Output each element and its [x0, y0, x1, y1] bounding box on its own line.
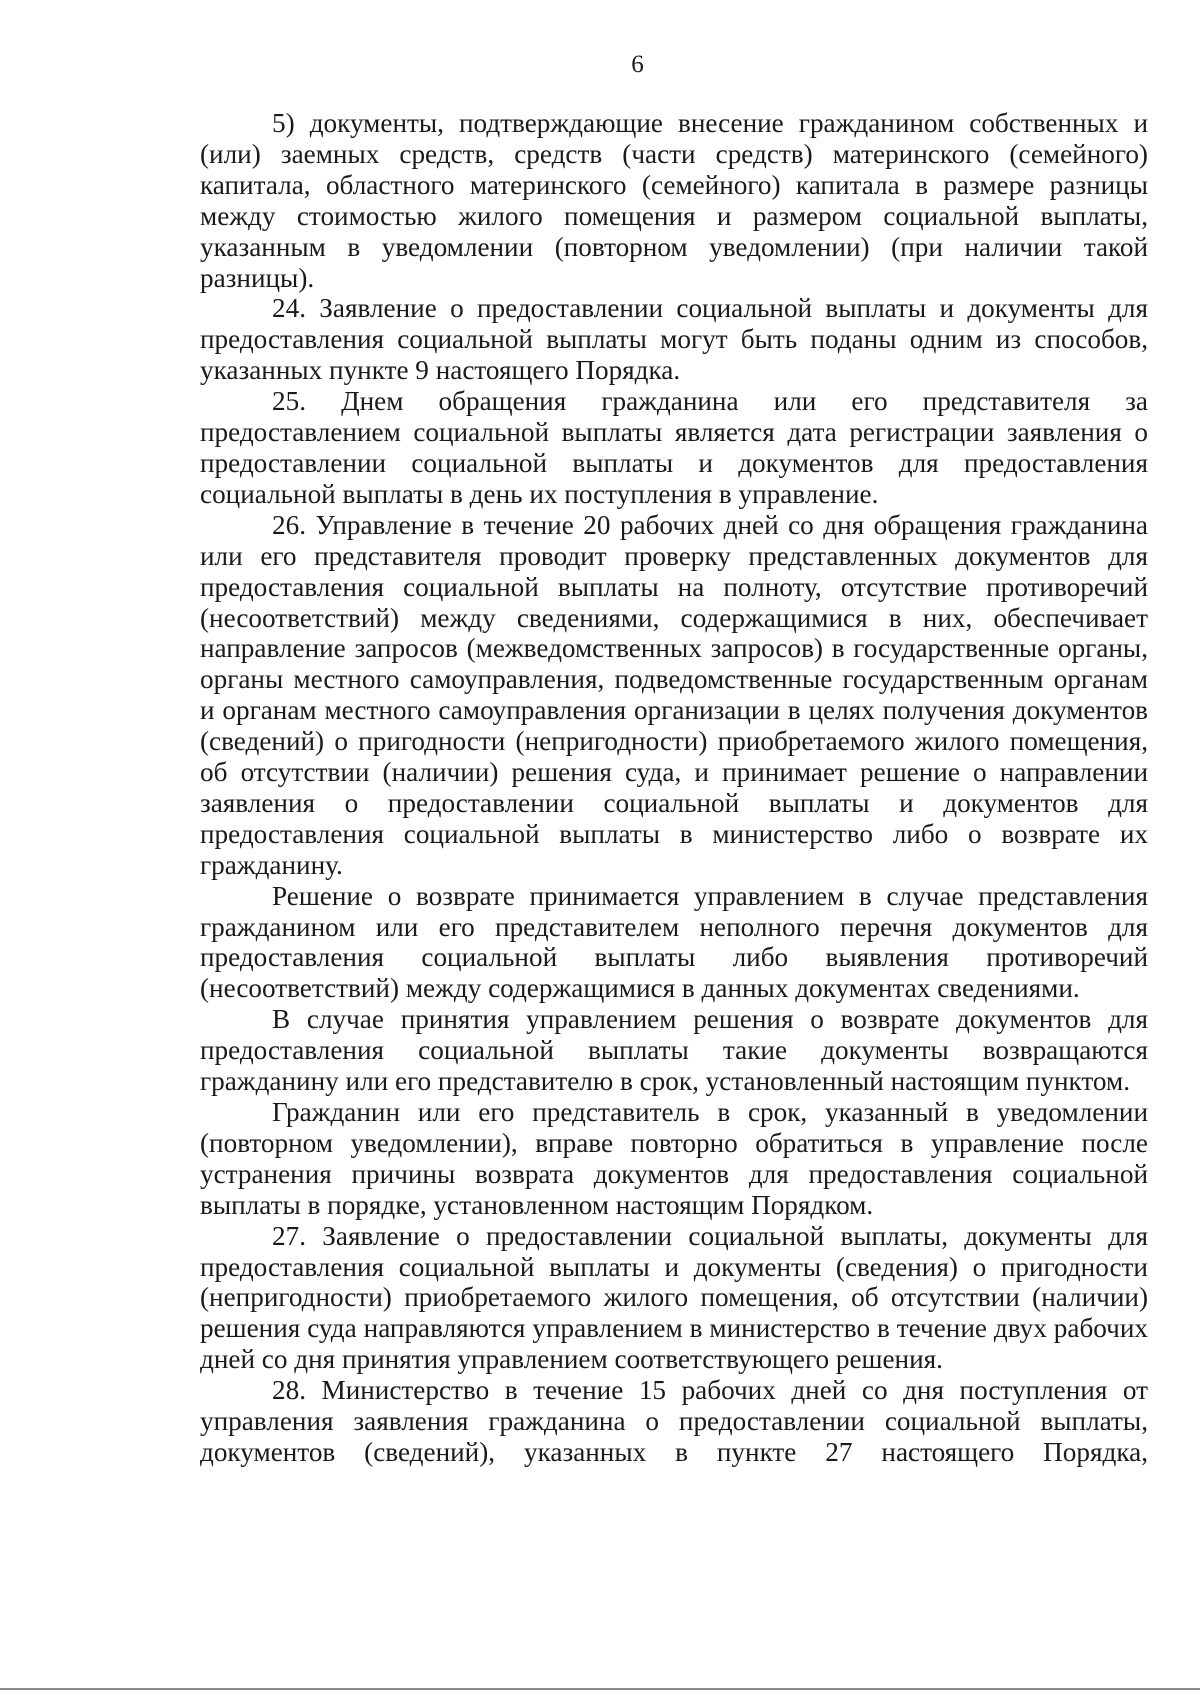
document-body [200, 108, 1148, 1468]
paragraph-26-return-decision: Решение о возврате принимается управлением в случае представления гражданином или его представителем неполного перечня документов для предоставления социальной выплаты либо выявления противоречий (несоответствий) между содержащимися в данных документах сведениями. [200, 880, 1148, 1004]
paragraph-24: 24. Заявление о предоставлении социальной выплаты и документы для предоставления социальной выплаты могут быть поданы одним из способов, указанных пункте 9 настоящего Порядка. [200, 293, 1148, 386]
paragraph-25: 25. Днем обращения гражданина или его представителя за предоставлением социальной выплаты является дата регистрации заявления о предоставлении социальной выплаты и документов для предоставления социальной выплаты в день их поступления в управление. [200, 386, 1148, 509]
page-number: 6 [631, 51, 644, 78]
page-bottom-rule [0, 1688, 1200, 1690]
paragraph-26-reapply: Гражданин или его представитель в срок, указанный в уведомлении (повторном уведомлении), вправе повторно обратиться в управление после устранения причины возврата документов для предоставления социальной выплаты в порядке, установленном настоящим Порядком. [200, 1097, 1148, 1220]
paragraph-26: 26. Управление в течение 20 рабочих дней со дня обращения гражданина или его представителя проводит проверку представленных документов для предоставления социальной выплаты на полноту, отсутствие противоречий (несоответствий) между сведениями, содержащимися в них, обеспечивает направление запросов (межведомственных запросов) в государственные органы, органы местного самоуправления, подведомственные государственным органам и органам местного самоуправления организации в целях получения документов (сведений) о пригодности (непригодности) приобретаемого жилого помещения, об отсутствии (наличии) решения суда, и принимает решение о направлении заявления о предоставлении социальной выплаты и документов для предоставления социальной выплаты в министерство либо о возврате их гражданину. [200, 509, 1148, 880]
paragraph-26-return-documents: В случае принятия управлением решения о возврате документов для предоставления социальной выплаты такие документы возвращаются гражданину или его представителю в срок, установленный настоящим пунктом. [200, 1004, 1148, 1097]
paragraph-28: 28. Министерство в течение 15 рабочих дней со дня поступления от управления заявления гражданина о предоставлении социальной выплаты, документов (сведений), указанных в пункте 27 настоящего Порядка, [200, 1375, 1148, 1467]
paragraph-item-5-documents: 5) документы, подтверждающие внесение гражданином собственных и (или) заемных средств, средств (части средств) материнского (семейного) капитала, областного материнского (семейного) капитала в размере разницы между стоимостью жилого помещения и размером социальной выплаты, указанным в уведомлении (повторном уведомлении) (при наличии такой разницы). [200, 108, 1148, 293]
paragraph-27: 27. Заявление о предоставлении социальной выплаты, документы для предоставления социальной выплаты и документы (сведения) о пригодности (непригодности) приобретаемого жилого помещения, об отсутствии (наличии) решения суда направляются управлением в министерство в течение двух рабочих дней со дня принятия управлением соответствующего решения. [200, 1220, 1148, 1375]
